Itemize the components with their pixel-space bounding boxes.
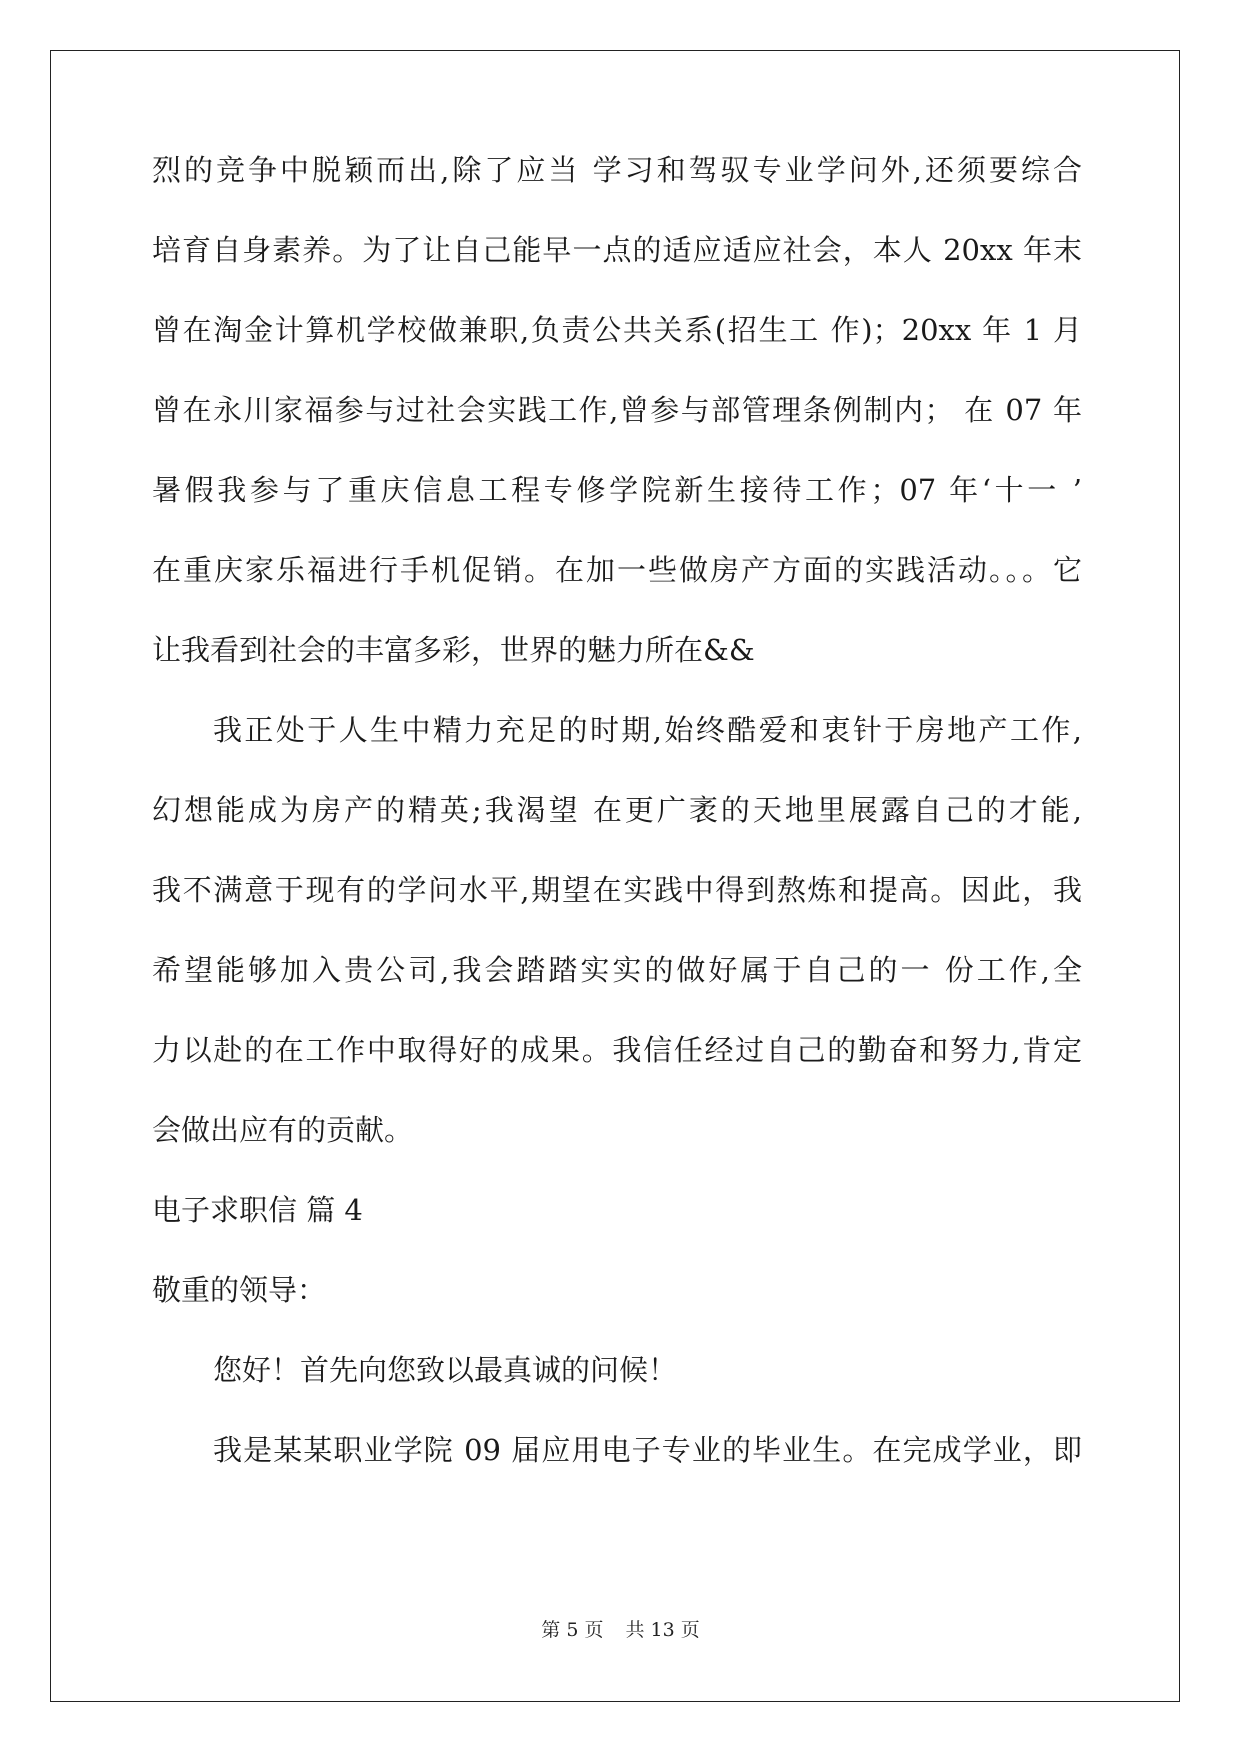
paragraph-line: 烈的竞争中脱颖而出,除了应当 学习和驾驭专业学问外,还须要综合 [152,153,1082,187]
paragraph-line: 培育自身素养。为了让自己能早一点的适应适应社会，本人 20xx 年末 [152,233,1082,267]
paragraph-line: 曾在淘金计算机学校做兼职,负责公共关系(招生工 作)；20xx 年 1 月 [152,313,1082,347]
paragraph-line: 曾在永川家福参与过社会实践工作,曾参与部管理条例制内； 在 07 年 [152,393,1082,427]
greeting-line: 您好！首先向您致以最真诚的问候！ [213,1353,678,1387]
paragraph-line: 我正处于人生中精力充足的时期,始终酷爱和衷针于房地产工作, [213,713,1082,747]
page-number-total: 共 13 页 [625,1619,700,1641]
section-heading: 电子求职信 篇 4 [152,1193,363,1227]
paragraph-line: 暑假我参与了重庆信息工程专修学院新生接待工作；07 年‘十一 ’ [152,473,1082,507]
document-body [152,150,1082,1510]
page-number-current: 第 5 页 [541,1619,604,1641]
page-footer [0,1618,1241,1642]
paragraph-line: 在重庆家乐福进行手机促销。在加一些做房产方面的实践活动。。。它 [152,553,1082,587]
paragraph-line: 力以赴的在工作中取得好的成果。我信任经过自己的勤奋和努力,肯定 [152,1033,1082,1067]
paragraph-line: 幻想能成为房产的精英;我渴望 在更广袤的天地里展露自己的才能, [152,793,1082,827]
salutation: 敬重的领导： [152,1273,327,1307]
paragraph-line: 我是某某职业学院 09 届应用电子专业的毕业生。在完成学业，即 [213,1433,1082,1467]
paragraph-line: 希望能够加入贵公司,我会踏踏实实的做好属于自己的一 份工作,全 [152,953,1082,987]
paragraph-line: 我不满意于现有的学问水平,期望在实践中得到熬炼和提高。因此，我 [152,873,1082,907]
paragraph-line: 让我看到社会的丰富多彩，世界的魅力所在&& [152,633,755,667]
paragraph-line: 会做出应有的贡献。 [152,1113,414,1147]
